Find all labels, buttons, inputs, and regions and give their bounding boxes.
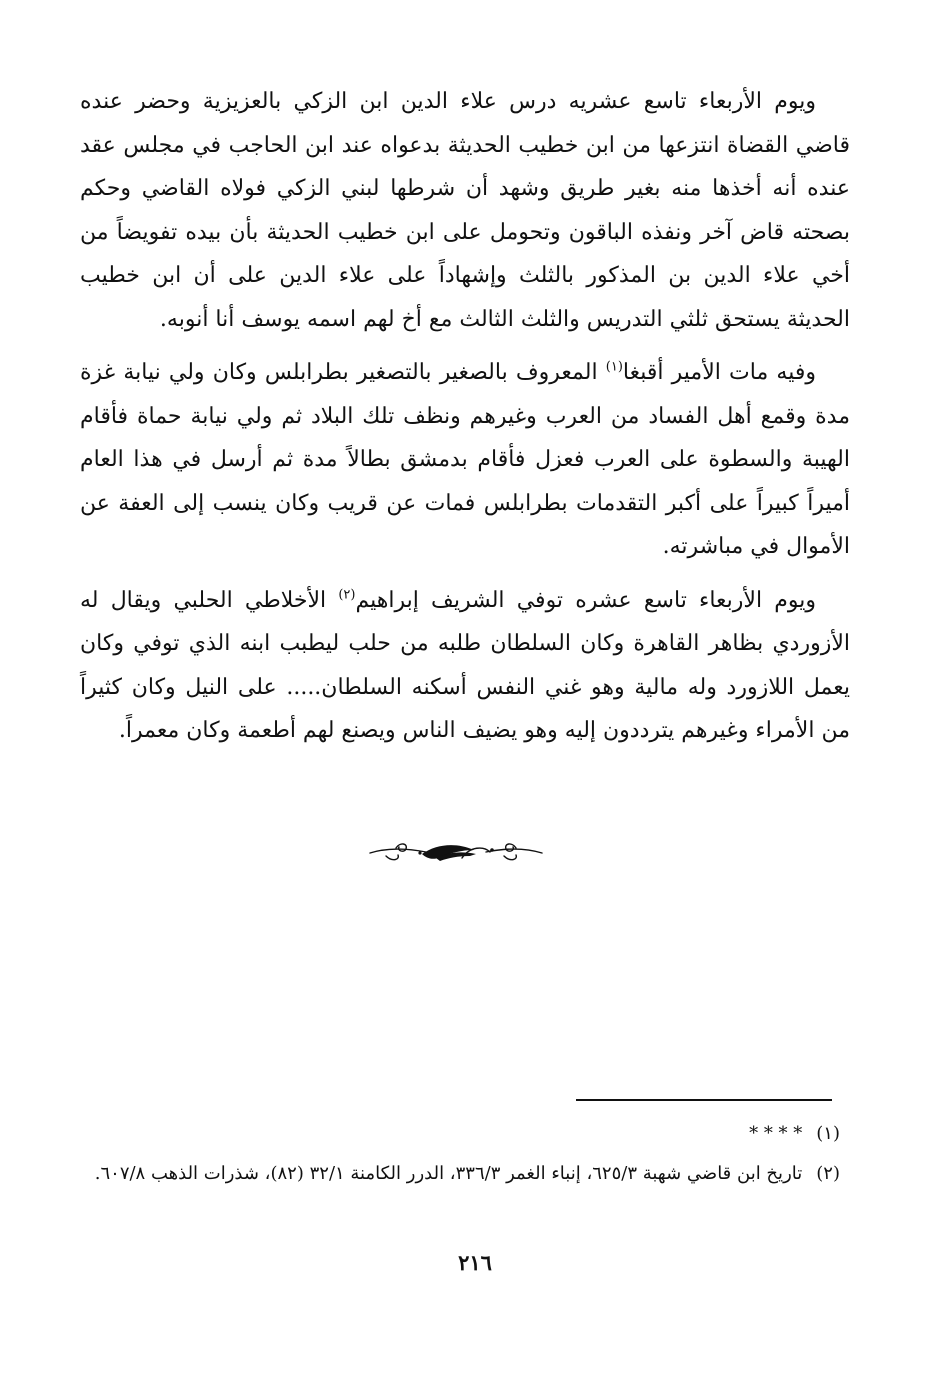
paragraph-text: الأخلاطي الحلبي ويقال له الأزوردي بظاهر القاهرة وكان السلطان طلبه من حلب ليطبب ابنه الذي توفي وكان يعمل اللازورد وله مالية وهو غني النفس أسكنه السلطان..... على النيل وكان كثيراً من الأمراء وغيرهم يترددون إليه وهو يضيف الناس ويصنع لهم أطعمة وكان معمراً. <box>80 587 850 743</box>
paragraph-1 <box>80 80 850 341</box>
footnote-2 <box>80 1158 840 1190</box>
footnote-marker-1: (١) <box>605 359 623 375</box>
paragraph-text: ويوم الأربعاء تاسع عشره توفي الشريف إبراهيم <box>355 587 816 613</box>
footnote-text: تاريخ ابن قاضي شهبة ٦٢٥/٣، إنباء الغمر ٣٣٦/٣، الدرر الكامنة ٣٢/١ (٨٢)، شذرات الذهب ٦٠٧/٨. <box>94 1163 803 1184</box>
page-number: ٢١٦ <box>458 1250 492 1275</box>
footnote-marker-2: (٢) <box>338 587 356 603</box>
footnote-number: (١) <box>816 1123 840 1144</box>
footnote-number: (٢) <box>816 1163 840 1184</box>
paragraph-text: ويوم الأربعاء تاسع عشريه درس علاء الدين ابن الزكي بالعزيزية وحضر عنده قاضي القضاة انتزعها من ابن خطيب الحديثة بدعواه عند ابن الحاجب في مجلس عقد عنده أنه أخذها منه بغير طريق وشهد أن شرطها لبني الزكي فولاه القاضي وحكم بصحته قاض آخر ونفذه الباقون وتحومل على ابن خطيب الحديثة بأن بيده تفويضاً من أخي علاء الدين بن المذكور بالثلث وإشهاداً على علاء الدين على أن ابن خطيب الحديثة يستحق ثلثي التدريس والثلث الثالث مع أخ لهم اسمه يوسف أنا أنوبه. <box>80 89 850 332</box>
paragraph-text: المعروف بالصغير بالتصغير بطرابلس وكان ولي نيابة غزة مدة وقمع أهل الفساد من العرب وغيرهم ونظف تلك البلاد ثم ولي نيابة حماة فأقام الهيبة والسطوة على العرب فعزل فأقام بدمشق بطالاً مدة ثم أرسل في هذا العام أميراً كبيراً على أكبر التقدمات بطرابلس فمات عن قريب وكان ينسب إلى العفة عن الأموال في مباشرته. <box>80 360 850 559</box>
paragraph-2 <box>80 351 850 569</box>
main-text <box>80 80 850 763</box>
footnote-text: * * * * <box>749 1123 803 1144</box>
footnote-1 <box>80 1118 840 1150</box>
paragraph-text: وفيه مات الأمير أقبغا <box>622 360 816 385</box>
paragraph-3 <box>80 579 850 753</box>
footnote-divider <box>576 1099 832 1101</box>
footnotes <box>80 1118 840 1198</box>
floral-divider-icon <box>366 838 546 866</box>
